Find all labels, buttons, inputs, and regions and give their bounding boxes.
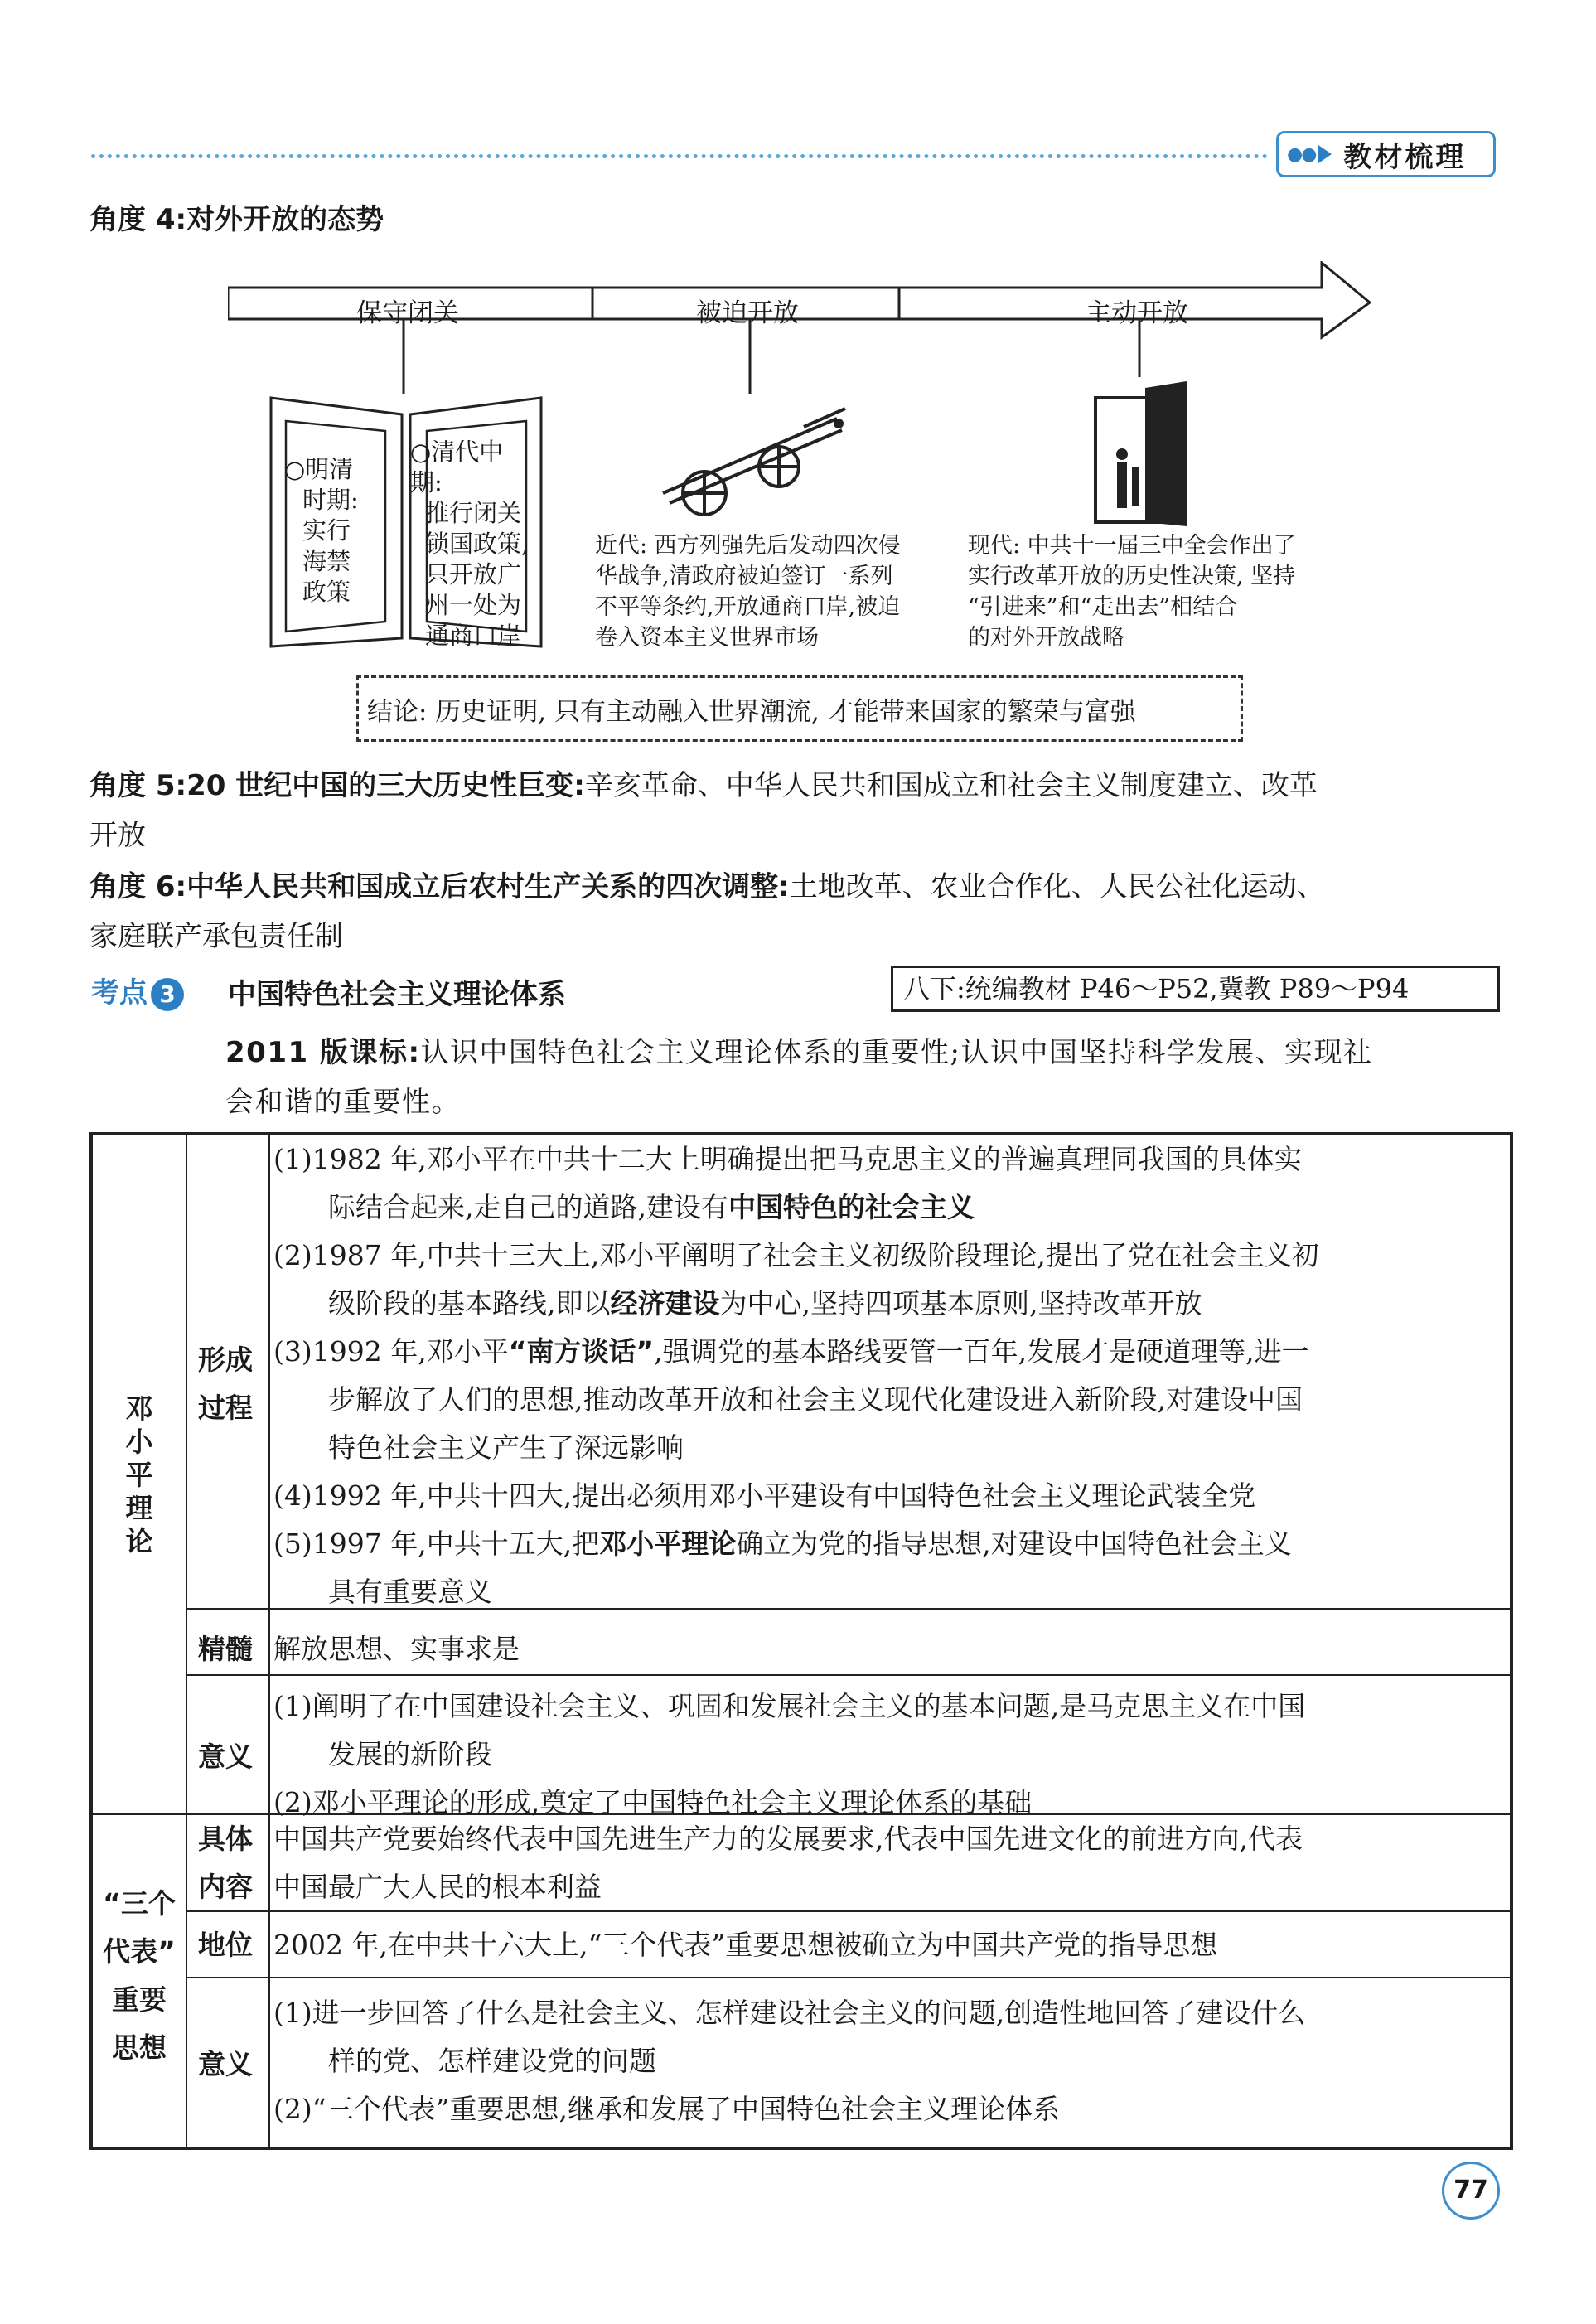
kaodian-number: 3 <box>151 978 184 1011</box>
textbook-reference: 八下:统编教材 P46～P52,冀教 P89～P94 <box>891 966 1500 1012</box>
deng-theory-label: 邓 小 平 理 论 <box>125 1392 153 1557</box>
qing-mid-text: ○清代中期: 推行闭关 锁国政策, 只开放广 州一处为 通商口岸 <box>410 438 530 650</box>
status-text: 2002 年,在中共十六大上,“三个代表”重要思想被确立为中国共产党的指导思想 <box>273 1929 1218 1961</box>
ming-qing-text: ○明清 时期: 实行 海禁 政策 <box>284 455 359 606</box>
page-number: 77 <box>1442 2162 1500 2220</box>
section-tag-label: 教材梳理 <box>1343 140 1467 174</box>
deng-formation-rows: (1)1982 年,邓小平在中共十二大上明确提出把马克思主义的普遍真理同我国的具体实 际结合起来,走自己的道路,建设有中国特色的社会主义 (2)1987 年,中共十三大上,邓小平阐明了社会主义初级阶段理论,提出了党在社会主义初 级阶段的基本路线,即以经济建设为中心,坚持四项基本原则,坚持改革开放 (3)1992 年,邓小平“南方谈话”,强调党的基本路线要管一百年,发展才是硬道理等,进一 步解放了人们的思想,推动改革开放和社会主义现代化建设进入新阶段,对建设中国 特色社会主义产生了深远影响 (4)1992 年,中共十四大,提出必须用邓小平建设有中国特色社会主义理论武装全党 (5)1997 年,中共十五大,把邓小平理论确立为党的指导思想,对建设中国特色社会主义 具有重要意义 <box>273 1143 1319 1608</box>
angle5-paragraph: 角度 5:20 世纪中国的三大历史性巨变:辛亥革命、中华人民共和国成立和社会主义制度建立、改革 开放 <box>89 769 1318 852</box>
three-meaning-rows: (1)进一步回答了什么是社会主义、怎样建设社会主义的问题,创造性地回答了建设什么 样的党、怎样建设党的问题 (2)“三个代表”重要思想,继承和发展了中国特色社会主义理论体系 <box>273 1997 1306 2125</box>
three-represents-label: “三个 代表” 重要 思想 <box>103 1887 176 2064</box>
angle4-heading: 角度 4:对外开放的态势 <box>89 203 384 236</box>
kaodian-title: 中国特色社会主义理论体系 <box>228 978 566 1011</box>
deng-meaning-label: 意义 <box>198 1741 253 1773</box>
modern-now-caption: 现代: 中共十一届三中全会作出了 实行改革开放的历史性决策, 坚持 “引进来”和“走出去”相结合 的对外开放战略 <box>968 533 1296 651</box>
status-label: 地位 <box>198 1929 253 1961</box>
cannon-icon <box>655 402 854 526</box>
conclusion-box: 结论: 历史证明, 只有主动融入世界潮流, 才能带来国家的繁荣与富强 <box>356 675 1243 742</box>
content-label: 具体 内容 <box>198 1823 253 1903</box>
section-tag <box>1276 131 1496 177</box>
angle6-paragraph: 角度 6:中华人民共和国成立后农村生产关系的四次调整:土地改革、农业合作化、人民公社化运动、 家庭联产承包责任制 <box>89 870 1325 953</box>
dots-arrow-icon: ●● <box>1287 143 1316 165</box>
kaodian-badge: 考点 3 <box>91 970 184 1011</box>
formation-label: 形成 过程 <box>198 1344 253 1424</box>
stage-forced-open: 被迫开放 <box>696 298 799 328</box>
content-text: 中国共产党要始终代表中国先进生产力的发展要求,代表中国先进文化的前进方向,代表 中国最广大人民的根本利益 <box>273 1823 1303 1903</box>
stage-conservative: 保守闭关 <box>356 298 459 328</box>
header-dotted-rule <box>91 154 1268 158</box>
deng-meaning-rows: (1)阐明了在中国建设社会主义、巩固和发展社会主义的基本问题,是马克思主义在中国 发展的新阶段 (2)邓小平理论的形成,奠定了中国特色社会主义理论体系的基础 <box>273 1690 1306 1818</box>
modern-near-caption: 近代: 西方列强先后发动四次侵 华战争,清政府被迫签订一系列 不平等条约,开放通商口岸,被迫 卷入资本主义世界市场 <box>595 533 901 651</box>
essence-text: 解放思想、实事求是 <box>273 1633 520 1665</box>
stage-active-open: 主动开放 <box>1086 298 1188 328</box>
open-door-icon <box>1094 381 1193 526</box>
three-meaning-label: 意义 <box>198 2048 253 2080</box>
curriculum-standard: 2011 版课标:认识中国特色社会主义理论体系的重要性;认识中国坚持科学发展、实现社 会和谐的重要性。 <box>225 1036 1373 1119</box>
essence-label: 精髓 <box>198 1633 253 1665</box>
